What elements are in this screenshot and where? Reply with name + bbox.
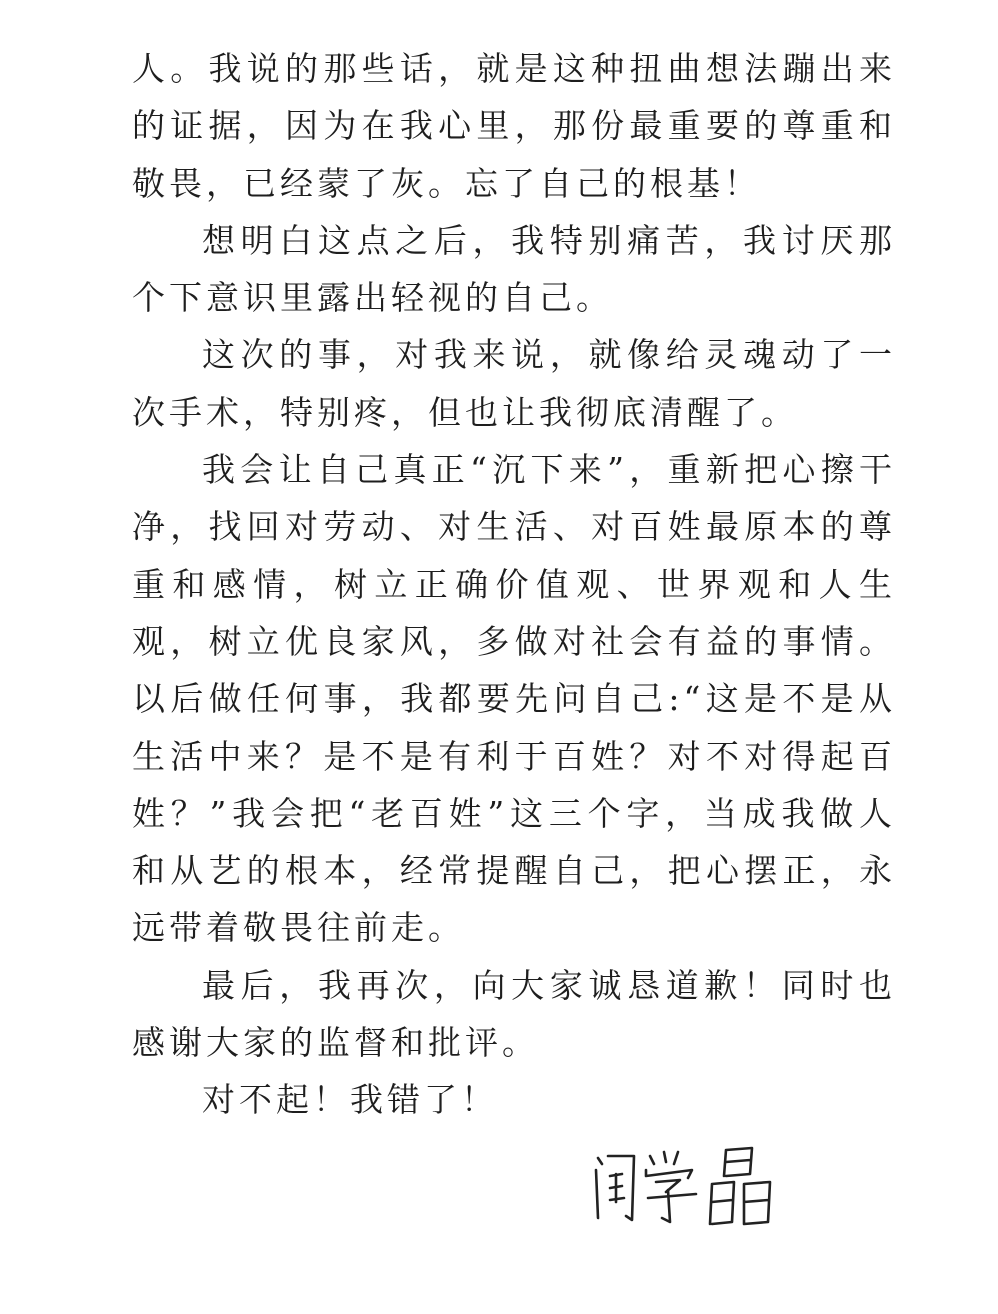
- paragraph-realization: 想明白这点之后，我特别痛苦，我讨厌那个下意识里露出轻视的自己。: [132, 220, 896, 318]
- handwritten-signature: [588, 1140, 798, 1230]
- paragraph-closing: 对不起！我错了！: [202, 1080, 498, 1120]
- signature-drawing: [588, 1140, 798, 1230]
- paragraph-continuation: 人。我说的那些话，就是这种扭曲想法蹦出来的证据，因为在我心里，那份最重要的尊重和敬畏，已经蒙了灰。忘了自己的根基！: [132, 49, 896, 203]
- paragraph-commitment: 我会让自己真正“沉下来”，重新把心擦干净，找回对劳动、对生活、对百姓最原本的尊重和感情，树立正确价值观、世界观和人生观，树立优良家风，多做对社会有益的事情。以后做任何事，我都要先问自己:“这是不是从生活中来？是不是有利于百姓？对不对得起百姓？”我会把“老百姓”这三个字，当成我做人和从艺的根本，经常提醒自己，把心摆正，永远带着敬畏往前走。: [132, 450, 896, 948]
- paragraph-surgery: 这次的事，对我来说，就像给灵魂动了一次手术，特别疼，但也让我彻底清醒了。: [132, 335, 896, 432]
- paragraph-apology: 最后，我再次，向大家诚恳道歉！同时也感谢大家的监督和批评。: [132, 965, 896, 1063]
- letter-body: [132, 40, 896, 1129]
